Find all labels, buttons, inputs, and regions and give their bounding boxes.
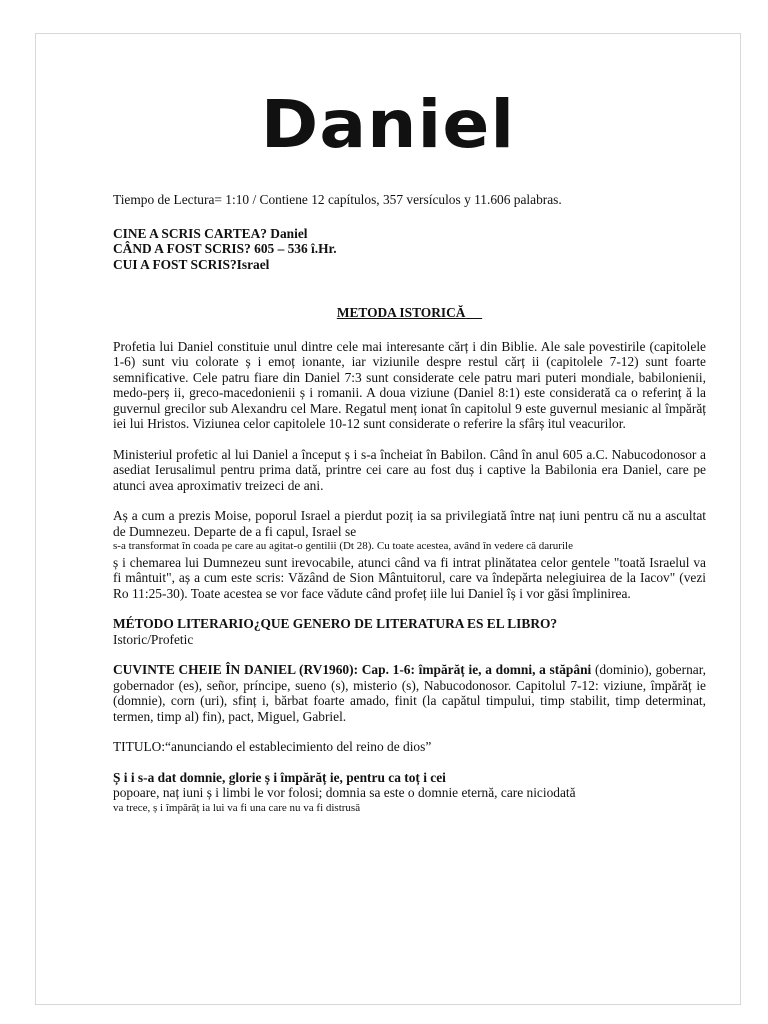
document-body xyxy=(113,192,706,816)
paragraph-3-a: Aș a cum a prezis Moise, poporul Israel a pierdut poziț ia sa privilegiată între naț iuni pentru că nu a ascultat de Dumnezeu. Departe de a fi capul, Israel se xyxy=(113,508,706,539)
literary-heading: MÉTODO LITERARIO¿QUE GENERO DE LITERATURA ES EL LIBRO? xyxy=(113,616,558,631)
document-page xyxy=(35,33,741,1005)
paragraph-3-small: s-a transformat în coada pe care au agitat-o gentilii (Dt 28). Cu toate acestea, având în vedere că darurile xyxy=(113,540,573,552)
keywords-label: CUVINTE CHEIE ÎN DANIEL (RV1960): Cap. 1-6: împărăț ie, a domni, a stăpâni xyxy=(113,662,592,677)
reading-time: Tiempo de Lectura= 1:10 / Contiene 12 capítulos, 357 versículos y 11.606 palabras. xyxy=(113,192,562,207)
verse-small: va trece, ș i împărăț ia lui va fi una care nu va fi distrusă xyxy=(113,801,361,814)
keywords-paragraph xyxy=(113,662,706,724)
when-written: CÂND A FOST SCRIS? 605 – 536 î.Hr. xyxy=(113,241,337,256)
paragraph-1: Profetia lui Daniel constituie unul dintre cele mai interesante cărț i din Biblie. Ale sale povestirile (capitolele 1-6) sunt viu colorate ș i emoț ionante, iar viziunile despre restul cărț ii (capitolele 7-12) sunt foarte semnificative. Cele patru fiare din Daniel 7:3 sunt considerate cele patru mari puteri mondiale, babilonienii, medo-perș ii, greco-macedonienii ș i romanii. A doua viziune (Daniel 8:1) este considerată ca o referinț ă la guvernul grecilor sub Alexandru cel Mare. Regatul menț ionat în capitolul 9 este guvernul mesianic al împărăț iei lui Hristos. Viziunea celor capitolele 10-12 sunt considerate o referire la sfârș itul veacurilor. xyxy=(113,338,706,431)
verse-bold: Ș i i s-a dat domnie, glorie ș i împărăț ie, pentru ca toț i cei xyxy=(113,769,446,785)
verse-normal: popoare, naț iuni ș i limbi le vor folosi; domnia sa este o domnie eternă, care niciodată xyxy=(113,785,576,800)
literary-answer: Istoric/Profetic xyxy=(113,631,194,647)
document-title: Daniel xyxy=(260,86,516,163)
paragraph-2: Ministeriul profetic al lui Daniel a început ș i s-a încheiat în Babilon. Când în anul 605 a.C. Nabucodonosor a asediat Ierusalimul pentru prima dată, printre cei care au fost duș i captive la Babilonia era Daniel, care pe atunci avea aproximativ treizeci de ani. xyxy=(113,446,706,493)
paragraph-3-b: ș i chemarea lui Dumnezeu sunt irevocabile, atunci când va fi intrat plinătatea celor gentele "toată Israelul va fi mântuit", aș a cum este scris: Văzând de Sion Mântuitorul, care va îndepărta nelegiuirea de la Iacov" (vezi Ro 11:25-30). Toate acestea se vor face vădute când profeț iile lui Daniel îș i vor găsi împlinirea. xyxy=(113,554,706,601)
to-whom: CUI A FOST SCRIS?Israel xyxy=(113,256,270,272)
titulo: TITULO:“anunciando el establecimiento del reino de dios” xyxy=(113,739,432,754)
keywords-rest: (dominio), gobernar, gobernador (es), señor, príncipe, sueno (s), misterio (s), Nabucodonosor. Capitolul 7-12: viziune, împărăț ie (domnie), corn (uri), sfinț i, bărbat foarte amado, finit (la capătul timpului, timp stabilit, timp determinat, termen, timp al) fin), pact, Miguel, Gabriel. xyxy=(113,662,706,724)
historic-heading: METODA ISTORICĂ xyxy=(336,305,466,320)
who-wrote: CINE A SCRIS CARTEA? Daniel xyxy=(113,225,308,241)
